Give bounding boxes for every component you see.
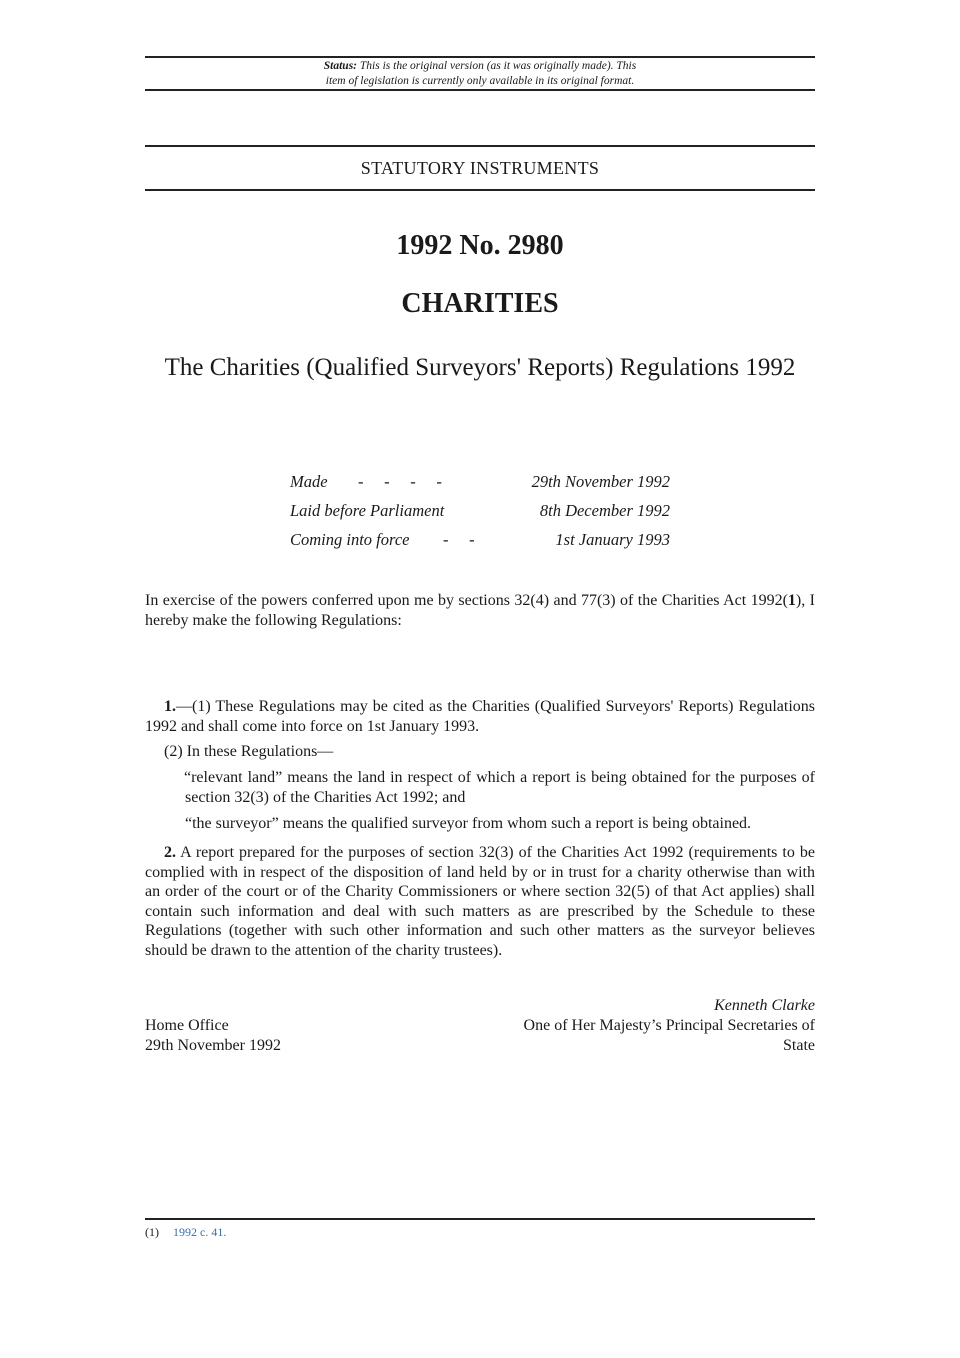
instrument-number: 1992 No. 2980: [396, 230, 564, 261]
date-row-made: [290, 472, 670, 501]
regulation-1-para-2: (2) In these Regulations—: [164, 743, 334, 760]
regulation-2: [145, 843, 815, 960]
date-row-coming-into-force: [290, 530, 670, 559]
preamble: [145, 591, 815, 630]
instrument-title: The Charities (Qualified Surveyors' Reports) Regulations 1992: [164, 354, 796, 381]
signature-office-block: [145, 1016, 281, 1056]
footnote-rule: [145, 1218, 815, 1220]
regulation-2-number: 2.: [164, 844, 176, 861]
definition-the-surveyor: “the surveyor” means the qualified surveyor from whom such a report is being obtained.: [185, 815, 752, 832]
regulation-1-number: 1.: [164, 698, 176, 715]
status-top-rule: [145, 56, 815, 58]
footnote: [145, 1225, 226, 1240]
date-row-laid: [290, 501, 670, 530]
signature-date: 29th November 1992: [145, 1037, 281, 1054]
status-note: [145, 59, 815, 89]
signatory-name: Kenneth Clarke: [714, 997, 815, 1014]
date-label: Made: [290, 472, 328, 491]
regulation-1-para-1: [145, 697, 815, 736]
date-label: Coming into force: [290, 530, 410, 549]
instrument-category: STATUTORY INSTRUMENTS: [360, 158, 600, 178]
footnote-mark-link[interactable]: 1: [787, 592, 796, 609]
status-text-line2: item of legislation is currently only available in its original format.: [325, 75, 635, 87]
signatory-role-line1: One of Her Majesty’s Principal Secretaries of: [523, 1017, 815, 1034]
preamble-text-a: In exercise of the powers conferred upon me by sections 32(4) and 77(3) of the Charities Act 1992(: [145, 592, 788, 609]
footnote-mark: (1): [145, 1225, 159, 1239]
status-bottom-rule: [145, 89, 815, 91]
date-value: 8th December 1992: [539, 501, 670, 520]
dates-table: [290, 472, 670, 559]
signature-office: Home Office: [145, 1017, 229, 1034]
status-text-line1: This is the original version (as it was originally made). This: [357, 60, 637, 72]
header-top-rule: [145, 145, 815, 147]
regulation-1-text: —(1) These Regulations may be cited as the Charities (Qualified Surveyors' Reports) Regulations 1992 and shall come into force on 1st January 1993.: [145, 698, 815, 735]
date-value: 29th November 1992: [531, 472, 670, 491]
footnote-reference-link[interactable]: 1992 c. 41.: [173, 1225, 227, 1239]
signature-signatory-block: [524, 996, 815, 1056]
preamble-text-b: ), I hereby make the following Regulations:: [145, 592, 815, 629]
definition-relevant-land: [185, 768, 815, 807]
date-value: 1st January 1993: [555, 530, 670, 549]
instrument-subject: CHARITIES: [401, 288, 559, 319]
date-label: Laid before Parliament: [290, 501, 445, 520]
regulation-2-text: A report prepared for the purposes of section 32(3) of the Charities Act 1992 (requirements to be complied with in respect of the disposition of land held by or in trust for a charity otherwise than with an order of the court or of the Charity Commissioners or where section 32(5) of that Act applies) shall contain such information and deal with such matters as are prescribed by the Schedule to these Regulations (together with such other information and such other matters as the surveyor believes should be drawn to the attention of the charity trustees).: [145, 844, 815, 959]
signatory-role-line2: State: [783, 1037, 815, 1054]
definition-text: “relevant land” means the land in respect of which a report is being obtained for the purposes of section 32(3) of the Charities Act 1992; and: [184, 769, 815, 806]
header-bottom-rule: [145, 189, 815, 191]
status-label: Status:: [323, 60, 358, 72]
date-leader: - - - -: [358, 472, 442, 491]
date-leader: - -: [443, 530, 475, 549]
